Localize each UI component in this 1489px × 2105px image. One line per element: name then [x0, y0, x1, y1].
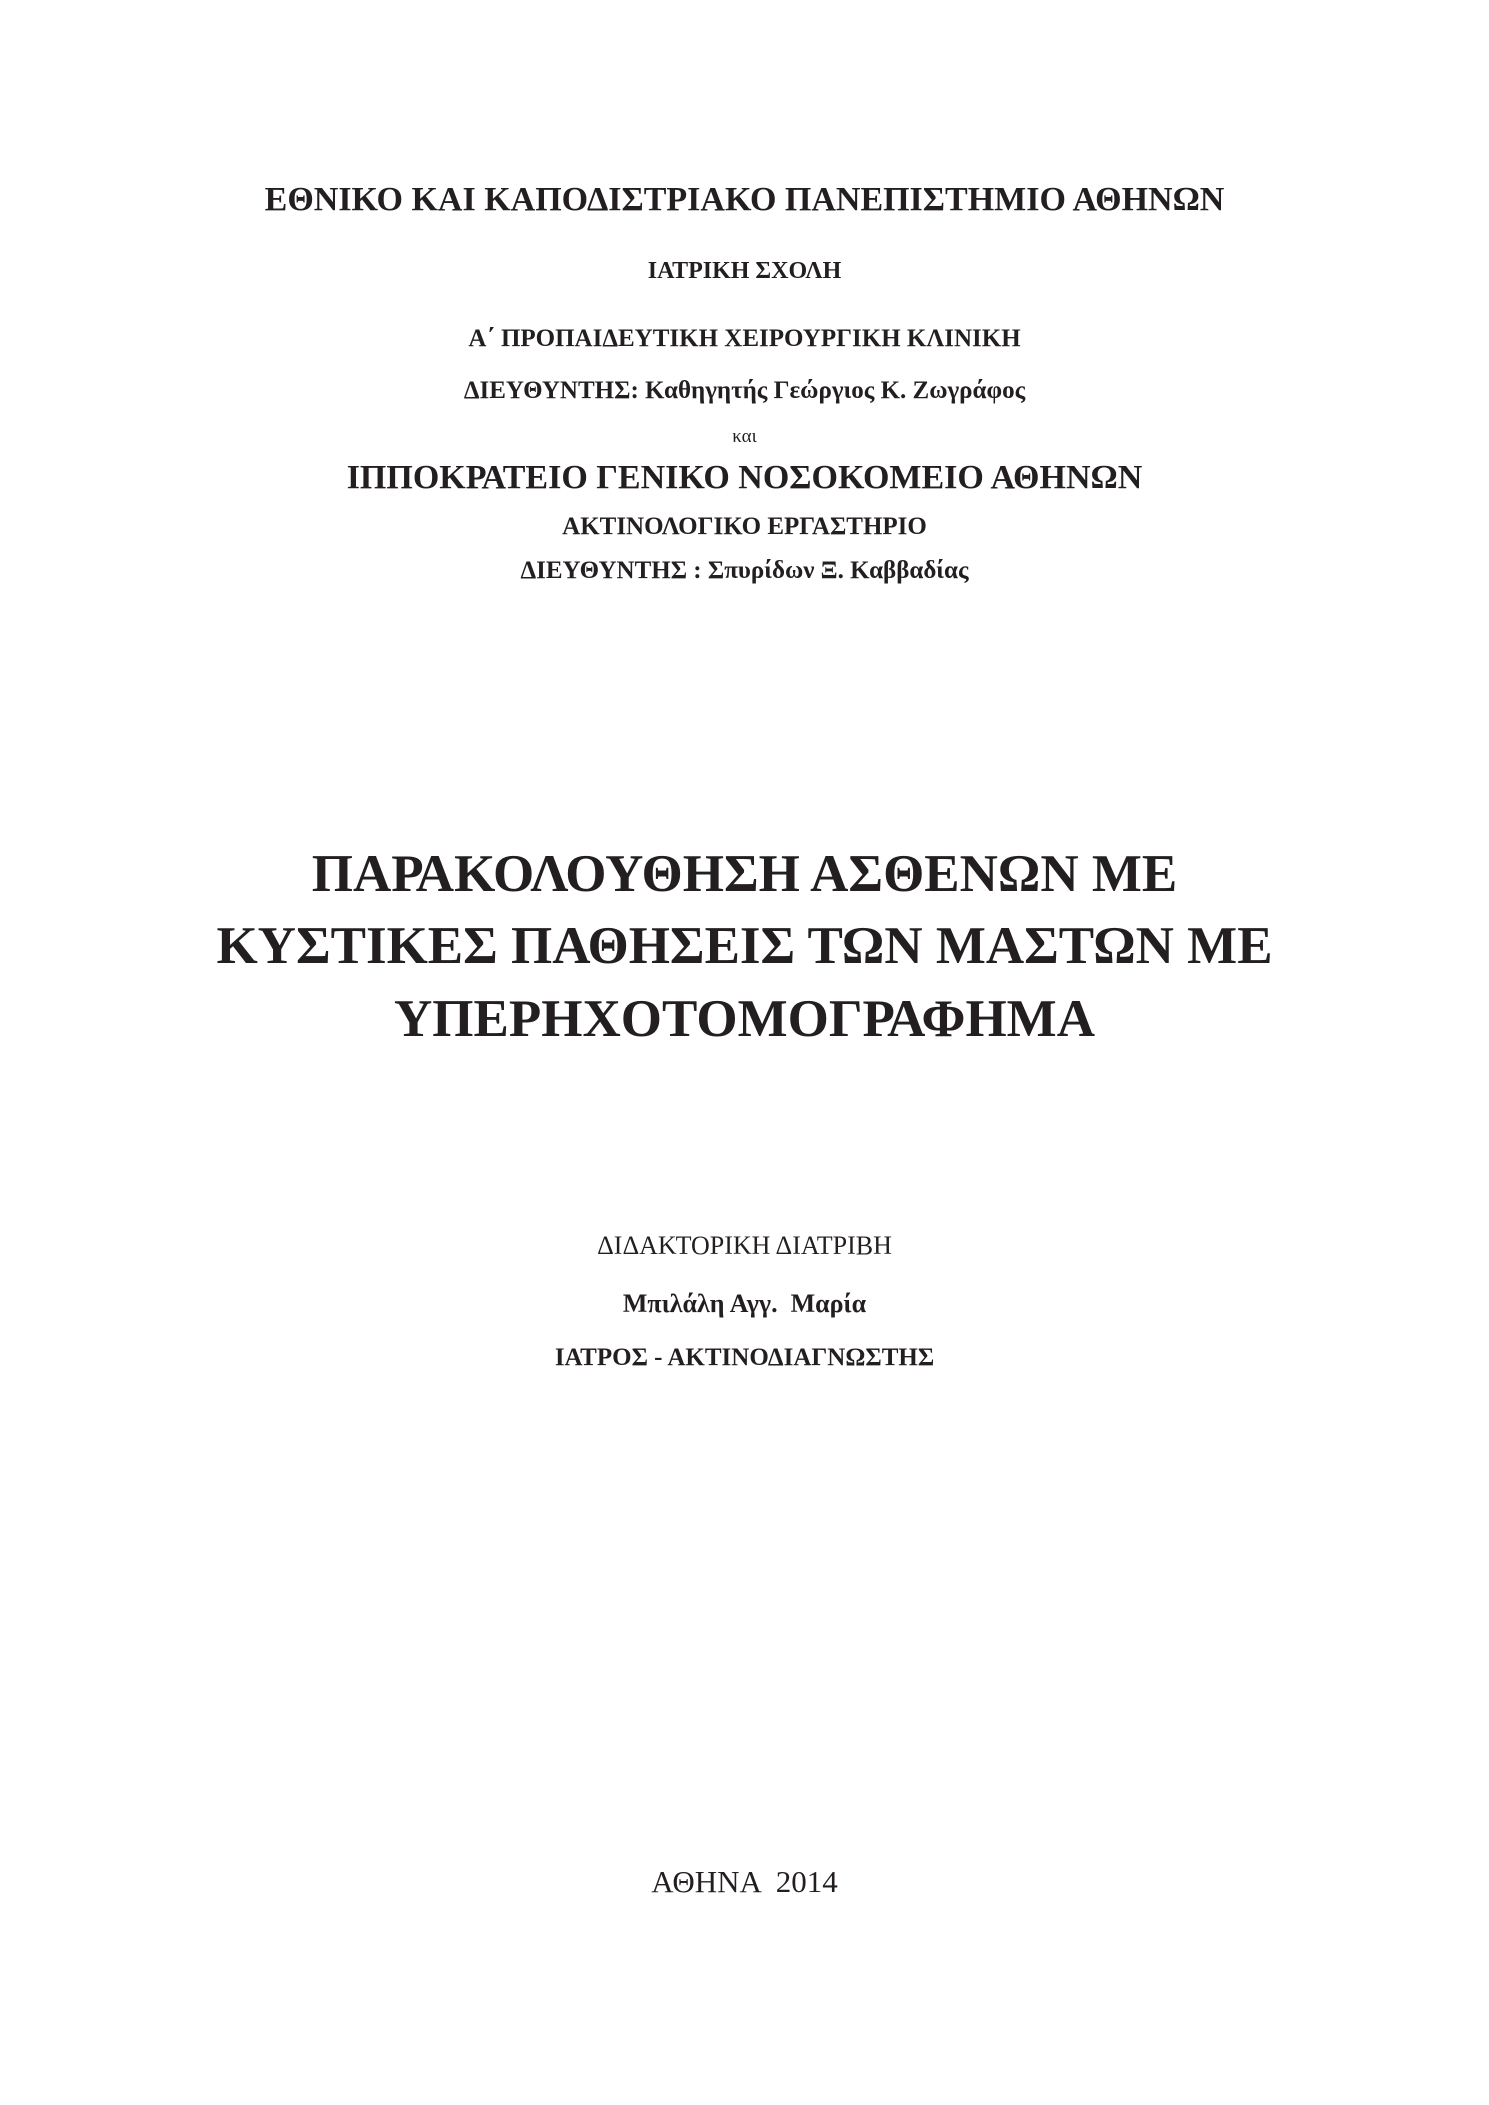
school-name: ΙΑΤΡΙΚΗ ΣΧΟΛΗ	[647, 258, 842, 284]
place-and-year: ΑΘΗΝΑ 2014	[651, 1864, 838, 1899]
lab-director: ΔΙΕΥΘΥΝΤΗΣ : Σπυρίδων Ξ. Καββαδίας	[520, 557, 969, 584]
thesis-title-line-3: ΥΠΕΡΗΧΟΤΟΜΟΓΡΑΦΗΜΑ	[394, 990, 1095, 1048]
thesis-type: ΔΙΔΑΚΤΟΡΙΚΗ ΔΙΑΤΡΙΒΗ	[597, 1231, 892, 1260]
clinic-name: Α΄ ΠΡΟΠΑΙΔΕΥΤΙΚΗ ΧΕΙΡΟΥΡΓΙΚΗ ΚΛΙΝΙΚΗ	[468, 325, 1021, 352]
lab-name: ΑΚΤΙΝΟΛΟΓΙΚΟ ΕΡΓΑΣΤΗΡΙΟ	[562, 513, 927, 540]
university-name: ΕΘΝΙΚΟ ΚΑΙ ΚΑΠΟΔΙΣΤΡΙΑΚΟ ΠΑΝΕΠΙΣΤΗΜΙΟ ΑΘΗΝΩΝ	[264, 181, 1225, 218]
conjunction-text: και	[732, 426, 757, 447]
author-name: Μπιλάλη Αγγ. Μαρία	[622, 1289, 867, 1318]
hospital-name: ΙΠΠΟΚΡΑΤΕΙΟ ΓΕΝΙΚΟ ΝΟΣΟΚΟΜΕΙΟ ΑΘΗΝΩΝ	[346, 459, 1143, 496]
clinic-director: ΔΙΕΥΘΥΝΤΗΣ: Καθηγητής Γεώργιος Κ. Ζωγράφος	[463, 377, 1026, 404]
thesis-title-line-1: ΠΑΡΑΚΟΛΟΥΘΗΣΗ ΑΣΘΕΝΩΝ ΜΕ	[311, 845, 1178, 903]
author-specialty: ΙΑΤΡΟΣ - ΑΚΤΙΝΟΔΙΑΓΝΩΣΤΗΣ	[554, 1344, 935, 1371]
thesis-title-line-2: ΚΥΣΤΙΚΕΣ ΠΑΘΗΣΕΙΣ ΤΩΝ ΜΑΣΤΩΝ ΜΕ	[216, 917, 1273, 975]
